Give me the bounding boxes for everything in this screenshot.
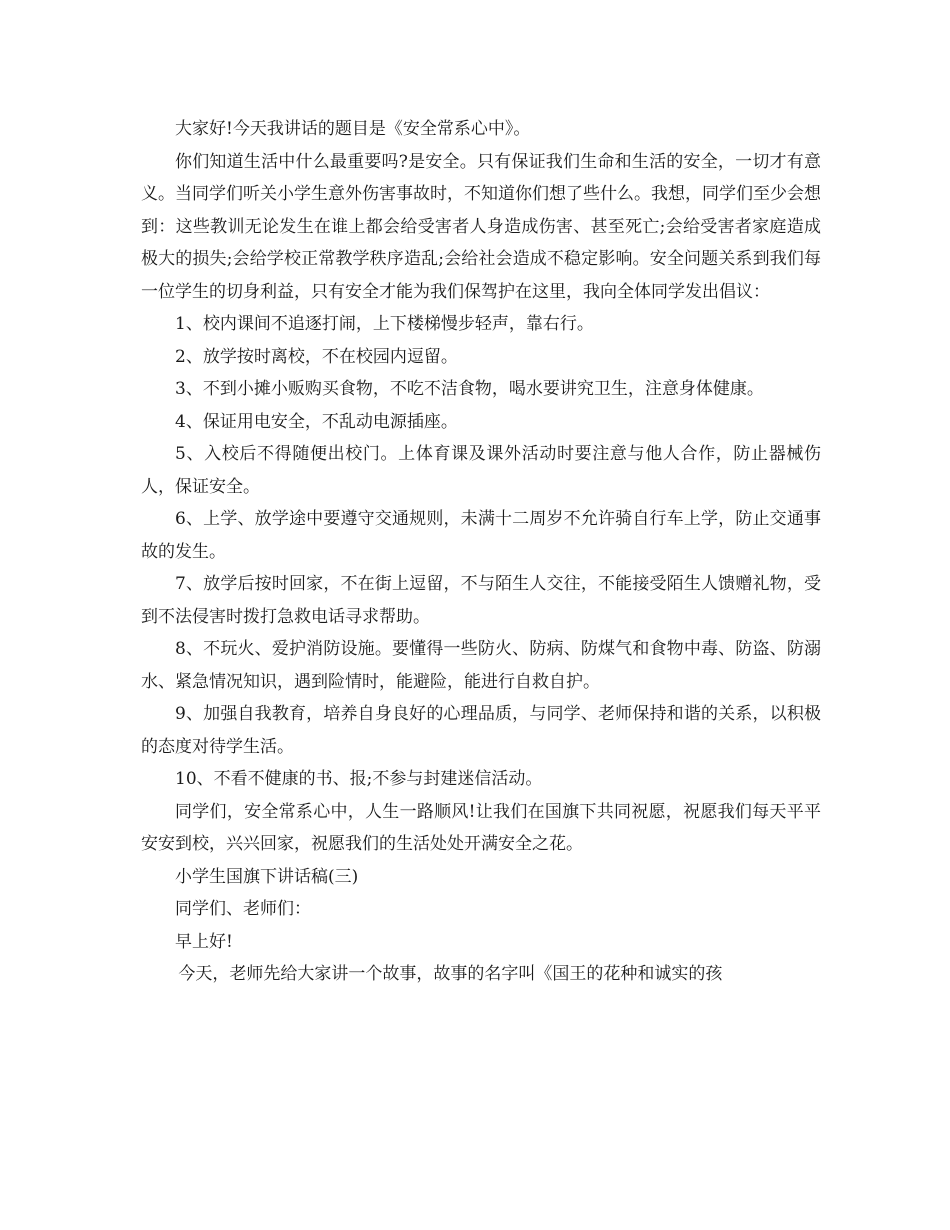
- paragraph-closing: 同学们，安全常系心中，人生一路顺风!让我们在国旗下共同祝愿，祝愿我们每天平平安安到校，兴兴回家，祝愿我们的生活处处开满安全之花。: [141, 801, 821, 854]
- list-item-6: 6、上学、放学途中要遵守交通规则，未满十二周岁不允许骑自行车上学，防止交通事故的发生。: [141, 509, 821, 562]
- paragraph-greeting: 大家好!今天我讲话的题目是《安全常系心中》。: [175, 119, 531, 139]
- list-item-5: 5、入校后不得随便出校门。上体育课及课外活动时要注意与他人合作，防止器械伤人，保证安全。: [141, 444, 821, 497]
- section-title: 小学生国旗下讲话稿(三): [175, 866, 359, 887]
- paragraph-salutation: 同学们、老师们：: [175, 899, 311, 919]
- paragraph-story-intro: 今天，老师先给大家讲一个故事，故事的名字叫《国王的花种和诚实的孩: [178, 964, 723, 984]
- paragraph-intro: 你们知道生活中什么最重要吗?是安全。只有保证我们生命和生活的安全，一切才有意义。当同学们听关小学生意外伤害事故时，不知道你们想了些什么。我想，同学们至少会想到：这些教训无论发生在谁上都会给受害者人身造成伤害、甚至死亡;会给受害者家庭造成极大的损失;会给学校正常教学秩序造乱;会给社会造成不稳定影响。安全问题关系到我们每一位学生的切身利益，只有安全才能为我们保驾护在这里，我向全体同学发出倡议：: [141, 151, 821, 302]
- list-item-8: 8、不玩火、爱护消防设施。要懂得一些防火、防病、防煤气和食物中毒、防盗、防溺水、紧急情况知识，遇到险情时，能避险，能进行自救自护。: [141, 639, 821, 692]
- list-item-1: 1、校内课间不追逐打闹，上下楼梯慢步轻声，靠右行。: [175, 314, 594, 334]
- document-body: [141, 113, 821, 991]
- list-item-9: 9、加强自我教育，培养自身良好的心理品质，与同学、老师保持和谐的关系，以积极的态度对待学生活。: [141, 704, 821, 757]
- list-item-3: 3、不到小摊小贩购买食物，不吃不洁食物，喝水要讲究卫生，注意身体健康。: [175, 379, 764, 399]
- list-item-7: 7、放学后按时回家，不在街上逗留，不与陌生人交往，不能接受陌生人馈赠礼物，受到不法侵害时拨打急救电话寻求帮助。: [141, 574, 821, 627]
- list-item-4: 4、保证用电安全，不乱动电源插座。: [175, 411, 458, 432]
- paragraph-good-morning: 早上好!: [175, 931, 233, 952]
- list-item-10: 10、不看不健康的书、报;不参与封建迷信活动。: [175, 769, 543, 789]
- list-item-2: 2、放学按时离校，不在校园内逗留。: [175, 346, 458, 367]
